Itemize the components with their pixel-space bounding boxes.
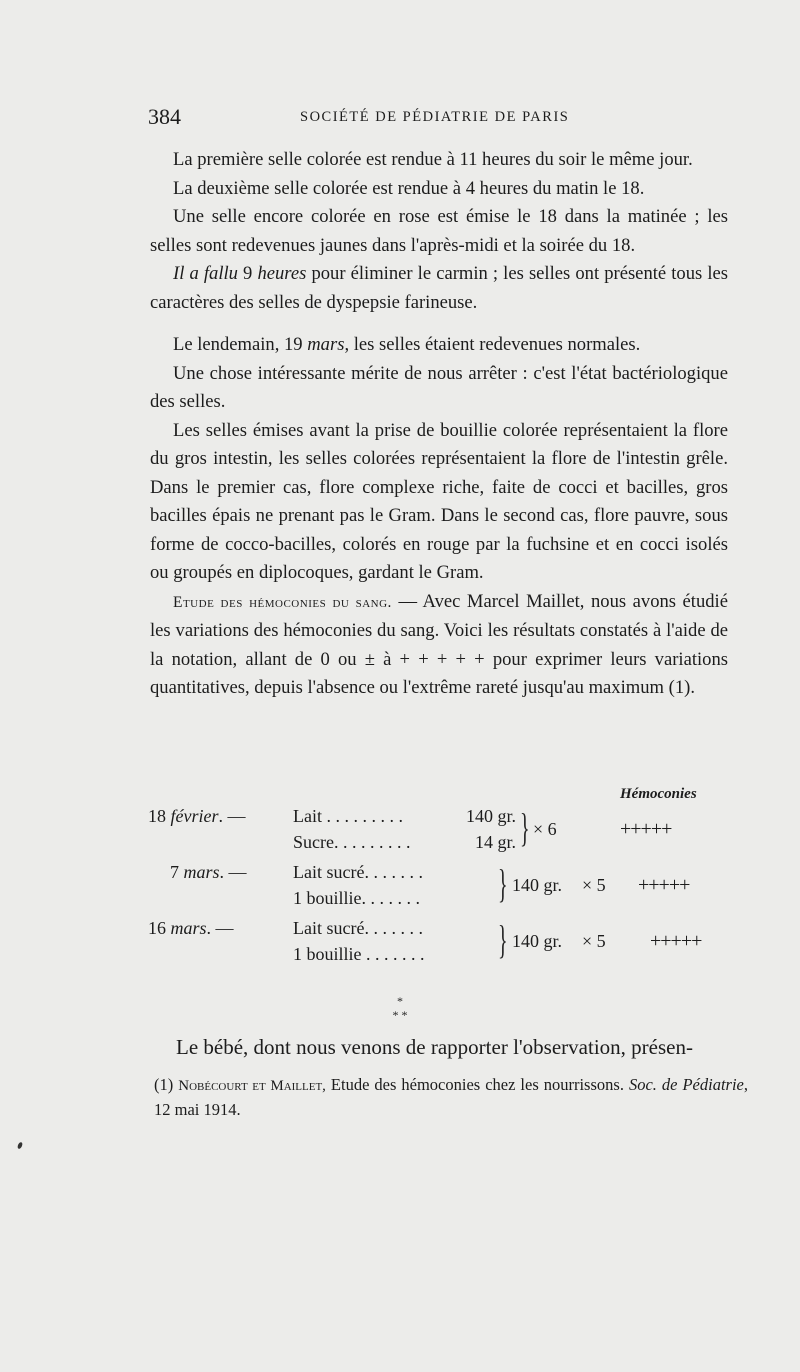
running-head: SOCIÉTÉ DE PÉDIATRIE DE PARIS bbox=[300, 109, 570, 125]
brace-icon: } bbox=[498, 861, 508, 906]
row-quantity: 140 gr. bbox=[465, 806, 516, 826]
row-item: Lait . . . . . . . . . bbox=[293, 806, 403, 826]
ink-speck bbox=[17, 1141, 24, 1149]
table-row bbox=[148, 918, 748, 970]
row-quantity: 140 gr. bbox=[512, 931, 563, 951]
paragraph: La deuxième selle colorée est rendue à 4 heures du matin le 18. bbox=[173, 177, 645, 199]
row-item: 1 bouillie . . . . . . . bbox=[293, 944, 425, 964]
row-multiplier: × 6 bbox=[533, 819, 557, 839]
paragraph: Les selles émises avant la prise de bouillie colorée représentaient la flore du gros intestin, les selles colorées représentaient la flore de l'intestin grêle. Dans le premier cas, flore complexe riche, faite de cocci et bacilles, gros bacilles épais ne prenant pas le Gram. Dans le second cas, flore pauvre, sous forme de cocco-bacilles, colorés en rouge par la fuchsine et en cocci isolés ou groupés en diplocoques, gardant le Gram. bbox=[150, 419, 728, 583]
row-quantity: 140 gr. bbox=[512, 875, 563, 895]
brace-icon: } bbox=[498, 917, 508, 962]
row-item: Lait sucré. . . . . . . bbox=[293, 918, 423, 938]
section-paragraph: Etude des hémoconies du sang. — Avec Marcel Maillet, nous avons étudié les variations des hémoconies du sang. Voici les résultats constatés à l'aide de la notation, allant de 0 ou ± à + + + + + pour exprimer leurs variations quantitatives, depuis l'absence ou l'extrême rareté jusqu'au maximum (1). bbox=[150, 590, 728, 698]
paragraph-gap bbox=[150, 317, 728, 331]
row-date: 18 février. — bbox=[148, 806, 246, 826]
row-result: +++++ bbox=[638, 874, 690, 896]
row-multiplier: × 5 bbox=[582, 931, 606, 951]
brace-icon: } bbox=[520, 805, 530, 850]
row-multiplier: × 5 bbox=[582, 875, 606, 895]
asterisk-icon: * * bbox=[392, 1008, 408, 1022]
table-row bbox=[148, 862, 748, 914]
closing-line: Le bébé, dont nous venons de rapporter l'observation, présen- bbox=[176, 1035, 693, 1059]
table-row bbox=[148, 806, 748, 858]
paragraph: Une chose intéressante mérite de nous arrêter : c'est l'état bactériologique des selles. bbox=[150, 362, 728, 412]
footnote-journal: Soc. de Pédiatrie bbox=[628, 1075, 744, 1094]
paragraph: Il a fallu 9 heures pour éliminer le carmin ; les selles ont présenté tous les caractères des selles de dyspepsie farineuse. bbox=[150, 263, 729, 313]
footnote: (1) Nobécourt et Maillet, Etude des hémoconies chez les nourrissons. Soc. de Pédiatrie, 12 mai 1914. bbox=[154, 1075, 748, 1119]
row-item: Lait sucré. . . . . . . bbox=[293, 862, 423, 882]
page-number: 384 bbox=[148, 104, 181, 129]
paragraph: Le lendemain, 19 mars, les selles étaient redevenues normales. bbox=[173, 334, 641, 355]
section-heading: Etude des hémoconies du sang. bbox=[173, 593, 392, 611]
section-separator bbox=[385, 994, 415, 1022]
row-item: Sucre. . . . . . . . . bbox=[293, 832, 411, 852]
row-result: +++++ bbox=[650, 930, 702, 952]
row-date: 7 mars. — bbox=[170, 862, 247, 882]
column-header: Hémoconies bbox=[620, 786, 697, 802]
row-result: +++++ bbox=[620, 818, 672, 840]
row-item: 1 bouillie. . . . . . . bbox=[293, 888, 420, 908]
page-header bbox=[148, 104, 748, 134]
paragraph: La première selle colorée est rendue à 11 heures du soir le même jour. bbox=[173, 149, 693, 170]
row-quantity: 14 gr. bbox=[474, 832, 516, 852]
body-text bbox=[150, 146, 728, 703]
paragraph: Une selle encore colorée en rose est émise le 18 dans la matinée ; les selles sont redevenues jaunes dans l'après-midi et la soirée du 18. bbox=[150, 206, 728, 256]
asterisk-icon: * bbox=[397, 994, 403, 1008]
footnote-authors: Nobécourt et Maillet, bbox=[178, 1078, 326, 1094]
row-date: 16 mars. — bbox=[148, 918, 234, 938]
